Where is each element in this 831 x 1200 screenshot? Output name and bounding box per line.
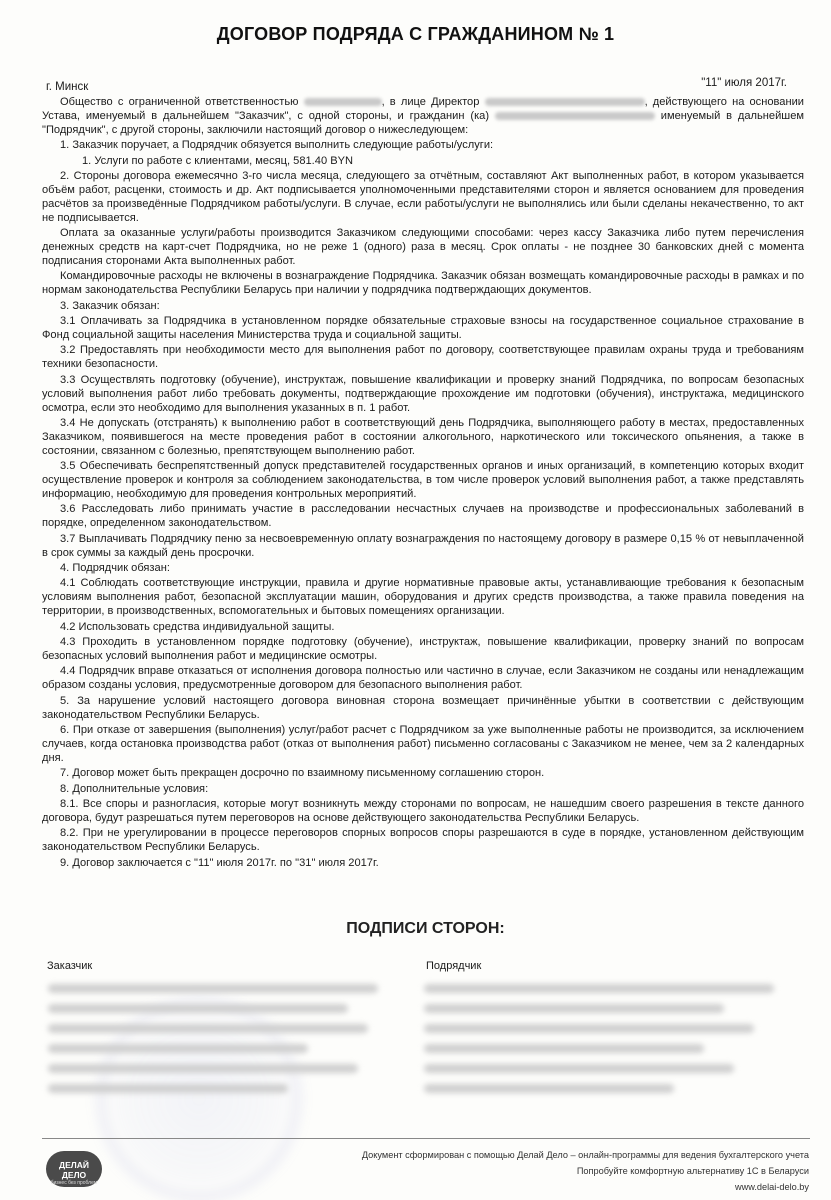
paragraph: 4.3 Проходить в установленном порядке подготовку (обучение), инструктаж, повышение квалификации, проверку знаний по вопросам безопасных условий выполнения работ и медицинские осмотры. [42,636,804,662]
redacted-line [48,1064,358,1073]
redacted-line [48,984,378,993]
redacted-line [48,1024,368,1033]
redacted-line [48,1084,288,1093]
paragraph: 3. Заказчик обязан: [60,299,160,312]
footer-website-link[interactable]: www.delai-delo.by [734,1182,809,1192]
redacted-line [424,984,774,993]
paragraph: 3.7 Выплачивать Подрядчику пеню за несвоевременную оплату вознаграждения по настоящему договору в размере 0,15 % от невыплаченной в срок суммы за каждый день просрочки. [42,532,804,559]
paragraph: Командировочные расходы не включены в вознаграждение Подрядчика. Заказчик обязан возмещать командировочные расходы в рамках и по нормам законодательства Республики Беларусь при наличии у подрядчика подтверждающих документов. [42,270,804,297]
paragraph: 8.1. Все споры и разногласия, которые могут возникнуть между сторонами по вопросам, не нашедшим своего разрешения в тексте данного договора, будут разрешаться путем переговоров на основе действующего законодательства Республики Беларусь. [42,798,804,824]
paragraph: 9. Договор заключается с "11" июля 2017г. по "31" июля 2017г. [60,856,379,869]
paragraph: 1. Заказчик поручает, а Подрядчик обязуется выполнить следующие работы/услуги: [60,139,494,152]
redacted-line [424,1044,704,1053]
redacted-line [424,1024,754,1033]
paragraph: 3.3 Осуществлять подготовку (обучение), инструктаж, повышение квалификации и проверку знаний Подрядчика, по вопросам безопасных условий выполнения работ либо требовать документы, подтверждающие прохождение им подготовки (обучения), инструктажа, медицинского осмотра, если это необходимо для выполнения указанных в п. 1 работ. [42,373,804,414]
paragraph: 4.2 Использовать средства индивидуальной защиты. [60,620,335,633]
paragraph: 4. Подрядчик обязан: [60,562,170,574]
paragraph: 3.4 Не допускать (отстранять) к выполнению работ в соответствующий день Подрядчика, выполняющего работу в местах, предоставленных Заказчиком, появившегося на месте проведения работ в состоянии алкогольного, наркотического или токсического опьянения, а также в состоянии, связанном с болезнью, препятствующем выполнению работ. [42,416,804,457]
redacted-director-name [485,98,645,106]
customer-label: Заказчик [47,960,93,972]
paragraph: 3.1 Оплачивать за Подрядчика в установленном порядке обязательные страховые взносы на государственное социальное страхование в Фонд социальной защиты населения Министерства труда и социальной защиты. [42,315,804,341]
paragraph: 1. Услуги по работе с клиентами, месяц, 581.40 BYN [82,154,353,167]
redacted-line [424,1004,724,1013]
logo-text: ДЕЛАЙ ДЕЛО [59,1160,89,1180]
footer [362,1147,809,1195]
paragraph: 4.4 Подрядчик вправе отказаться от исполнения договора полностью или частично в случае, если Заказчиком не созданы или ненадлежащим образом созданы условия, предусмотренные договором для безопасного выполнения работ. [42,665,804,692]
paragraph: 2. Стороны договора ежемесячно 3-го числа месяца, следующего за отчётным, составляют Акт выполненных работ, в котором указывается объём работ, расценки, стоимость и др. Акт подписывается уполномоченными представителями сторон и является основанием для проведения расчётов за произведённые Подрядчиком работы/услуги. В случае, если работы/услуги не выполнялись или были сделаны некачественно, то акт не подписывается. [42,170,804,224]
footer-line-2: Попробуйте комфортную альтернативу 1С в Беларуси [576,1166,809,1176]
redacted-line [424,1064,734,1073]
signatures-title: ПОДПИСИ СТОРОН: [346,920,505,937]
paragraph: 3.5 Обеспечивать беспрепятственный допуск представителей государственных органов и иных организаций, в компетенцию которых входит осуществление проверок и контроля за соблюдением законодательства, в том числе проверок условий выполнения работ, а также представлять информацию, необходимую для проведения контрольных мероприятий. [42,460,804,500]
footer-line-1: Документ сформирован с помощью Делай Дело – онлайн-программы для ведения бухгалтерского учета [361,1150,809,1160]
paragraph: 5. За нарушение условий настоящего договора виновная сторона возмещает причинённые убытки в соответствии с действующим законодательством Республики Беларусь. [42,694,804,721]
redacted-company-name [304,98,382,106]
preamble [42,96,804,138]
paragraph: 8.2. При не урегулировании в процессе переговоров спорных вопросов споры разрешаются в суде в порядке, установленном действующим законодательством Республики Беларусь. [42,827,804,854]
preamble-part-3: , действующего на основании Устава, именуемый в дальнейшем "Заказчик", с одной стороны, и гражданин (ка) [42,96,804,122]
paragraph: 6. При отказе от завершения (выполнения) услуг/работ расчет с Подрядчиком за уже выполненные работы не производится, за исключением случаев, когда остановка производства работ (отказ от выполнения работ) письменно согласованы с Заказчиком не менее, чем за 2 календарных дня. [42,723,804,764]
contract-body [42,96,804,872]
delai-delo-logo [46,1151,102,1187]
paragraph: Оплата за оказанные услуги/работы производится Заказчиком следующими способами: через кассу Заказчика либо путем перечисления денежных средств на карт-счет Подрядчика, но не реже 1 (одного) раза в месяц. Срок оплаты - не позднее 30 банковских дней с момента подписания сторонами Акта выполненных работ. [42,227,804,267]
footer-divider [42,1138,810,1139]
redacted-line [48,1004,348,1013]
logo-subtext: бизнес без проблем [50,1180,98,1186]
preamble-part-2: , в лице Директор [381,96,480,108]
preamble-part-1: Общество с ограниченной ответственностью [60,96,299,108]
document-city: г. Минск [46,81,89,93]
paragraph: 3.2 Предоставлять при необходимости место для выполнения работ по договору, соответствующее правилам охраны труда и требованиям техники безопасности. [42,344,804,371]
preamble-part-4: именуемый в дальнейшем "Подрядчик", с другой стороны, заключили настоящий договор о нижеследующем: [42,109,804,136]
redacted-contractor-name [495,112,655,120]
paragraph: 8. Дополнительные условия: [60,782,209,795]
contractor-label: Подрядчик [426,960,482,972]
redacted-line [48,1044,308,1053]
paragraph: 4.1 Соблюдать соответствующие инструкции, правила и другие нормативные правовые акты, устанавливающие требования к безопасным условиям выполнения работ, безопасной эксплуатации машин, оборудования и других средств производства, а также правила поведения на территории, в производственных, вспомогательных и бытовых помещениях организации. [42,577,804,618]
document-title: ДОГОВОР ПОДРЯДА С ГРАЖДАНИНОМ № 1 [216,24,615,44]
document-date: "11" июля 2017г. [701,77,787,89]
redacted-line [424,1084,674,1093]
paragraph: 3.6 Расследовать либо принимать участие в расследовании несчастных случаев на производстве и профессиональных заболеваний в порядке, определенном законодательством. [42,503,804,530]
paragraph: 7. Договор может быть прекращен досрочно по взаимному письменному соглашению сторон. [60,767,545,780]
